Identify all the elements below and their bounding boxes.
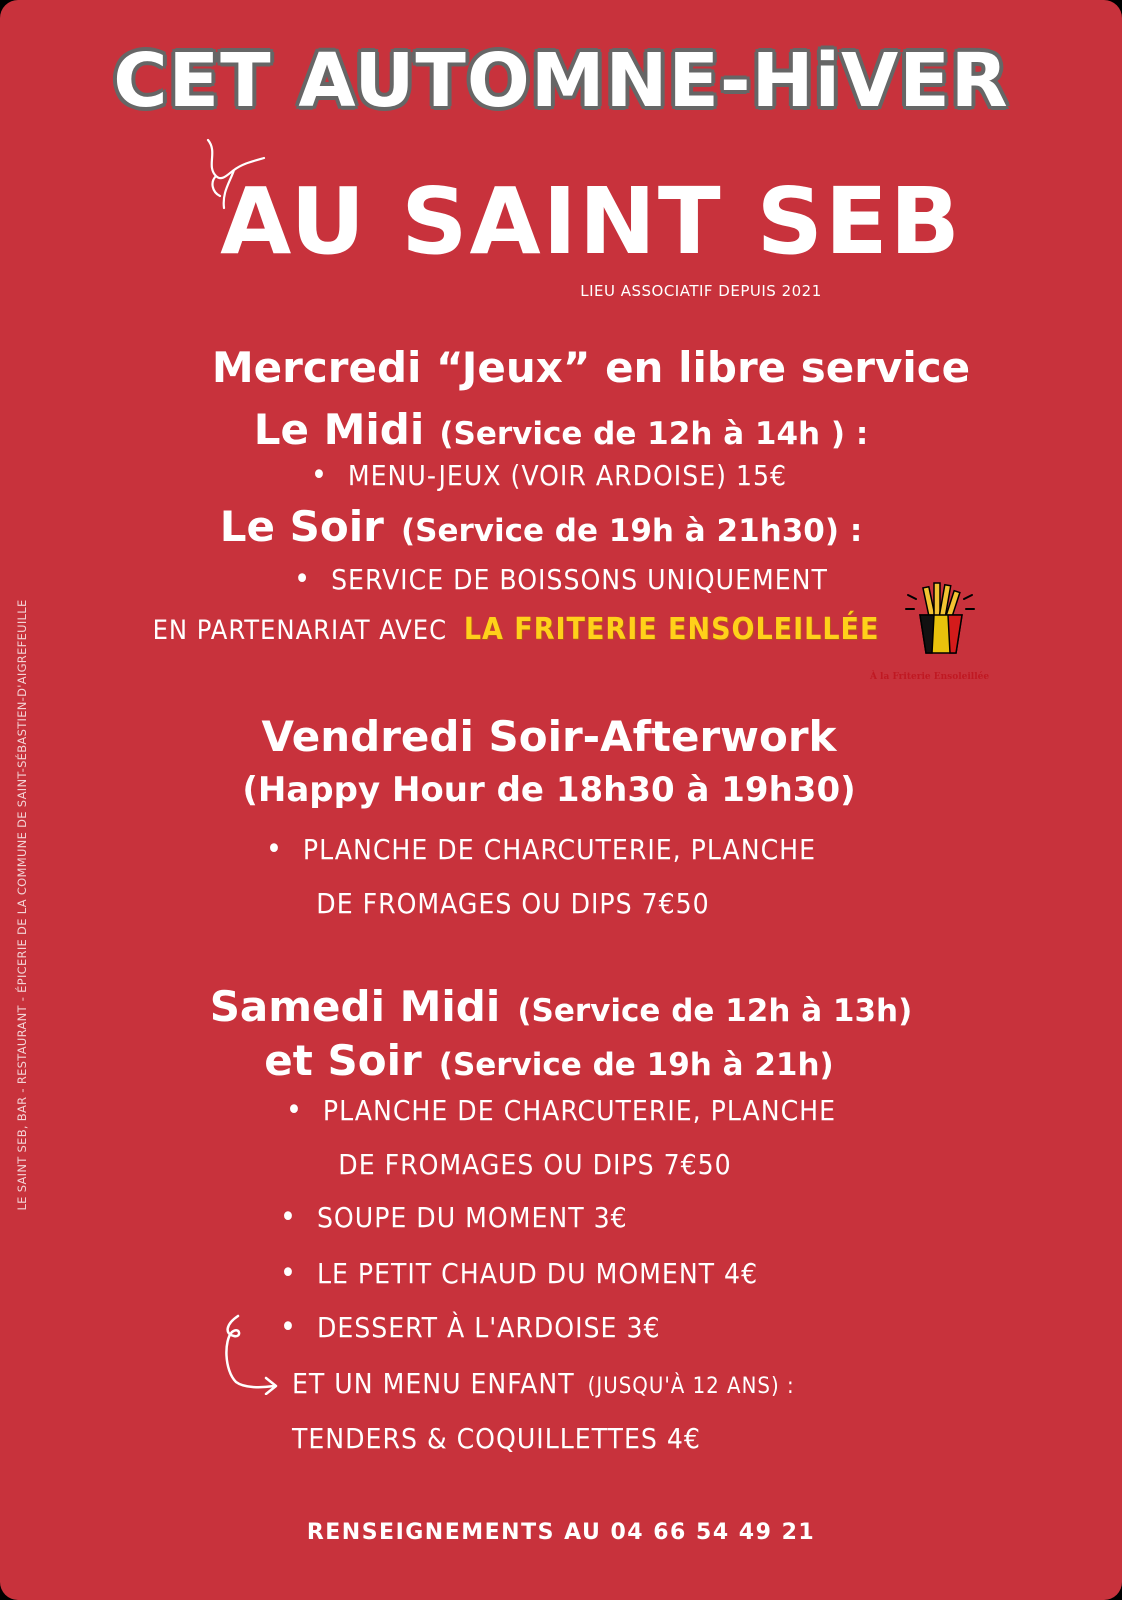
subtitle: LIEU ASSOCIATIF DEPUIS 2021 [580, 282, 822, 300]
kids-menu-line-2: TENDERS & COQUILLETTES 4€ [292, 1422, 701, 1455]
samedi-item-1-line-2: DE FROMAGES OU DIPS 7€50 [338, 1148, 732, 1181]
mercredi-midi-line [0, 405, 1122, 454]
samedi-midi-hours: (Service de 12h à 13h) [517, 993, 913, 1029]
vendredi-item-line-2: DE FROMAGES OU DIPS 7€50 [316, 887, 710, 920]
vendredi-hours: (Happy Hour de 18h30 à 19h30) [242, 770, 856, 810]
soir-hours: (Service de 19h à 21h30) : [400, 513, 863, 549]
contact-info: RENSEIGNEMENTS AU 04 66 54 49 21 [306, 1520, 816, 1545]
samedi-midi-line [0, 982, 1122, 1031]
kids-menu-line-1 [292, 1367, 795, 1400]
samedi-soir-line [0, 1036, 1110, 1085]
vendredi-heading: Vendredi Soir-Afterwork [261, 712, 837, 761]
samedi-midi-label: Samedi Midi [209, 982, 501, 1031]
mercredi-heading: Mercredi “Jeux” en libre service [211, 343, 971, 392]
kids-menu-label: ET UN MENU ENFANT [292, 1367, 575, 1400]
midi-menu-item: • MENU-JEUX (VOIR ARDOISE) 15€ [0, 458, 1110, 493]
samedi-item-1-line-1: • PLANCHE DE CHARCUTERIE, PLANCHE [0, 1093, 1122, 1128]
partner-prefix: EN PARTENARIAT AVEC [152, 615, 448, 646]
soir-drinks-item: • SERVICE DE BOISSONS UNIQUEMENT [0, 562, 1122, 597]
kids-menu-age: (JUSQU'À 12 ANS) : [587, 1374, 795, 1399]
title-line-1: CET AUTOMNE-HiVER [113, 38, 1009, 124]
soir-label: Le Soir [219, 502, 384, 551]
title-line-2: AU SAINT SEB [220, 168, 962, 275]
curved-arrow-icon [216, 1310, 286, 1395]
samedi-item-2: • SOUPE DU MOMENT 3€ [280, 1200, 628, 1235]
midi-label: Le Midi [253, 405, 425, 454]
samedi-soir-hours: (Service de 19h à 21h) [438, 1047, 834, 1083]
partner-logo-caption: À la Friterie Ensoleillée [869, 672, 990, 682]
midi-hours: (Service de 12h à 14h ) : [439, 416, 869, 452]
samedi-item-3: • LE PETIT CHAUD DU MOMENT 4€ [280, 1256, 758, 1291]
samedi-soir-label: et Soir [264, 1036, 422, 1085]
partner-name: LA FRITERIE ENSOLEILLÉE [463, 612, 880, 647]
side-text: LE SAINT SEB, BAR - RESTAURANT - ÉPICERIE DE LA COMMUNE DE SAINT-SÉBASTIEN-D'AIGREFEUILLE [15, 599, 29, 1211]
samedi-item-4: • DESSERT À L'ARDOISE 3€ [280, 1310, 661, 1345]
vendredi-item-line-1: • PLANCHE DE CHARCUTERIE, PLANCHE [0, 832, 1102, 867]
mercredi-soir-line [0, 502, 1102, 551]
fries-logo-icon [900, 575, 980, 655]
